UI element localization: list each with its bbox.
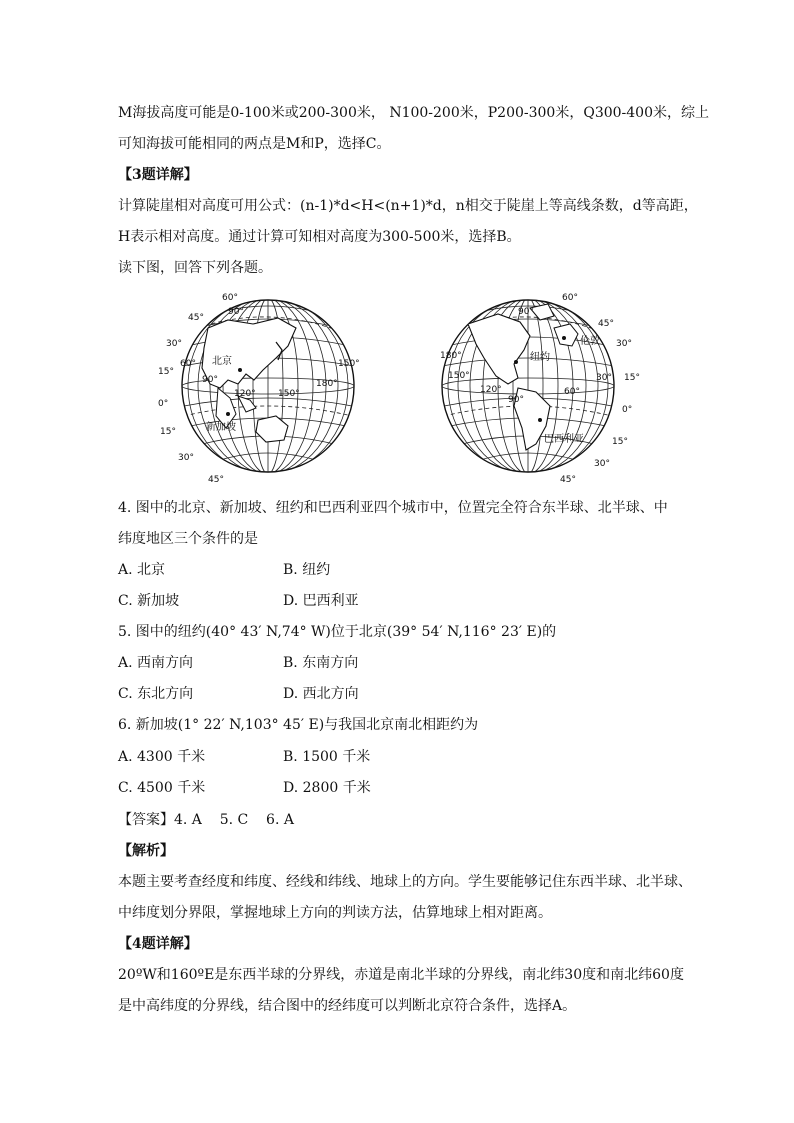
- lat-label: 45°: [598, 319, 614, 329]
- city-label: 伦敦: [580, 336, 600, 347]
- section-heading: 【解析】: [118, 843, 174, 859]
- option-b: B. 1500 千米: [283, 749, 371, 765]
- city-dot: [538, 418, 542, 422]
- lon-label: 90°: [228, 307, 244, 317]
- lon-label: 180°: [440, 351, 462, 361]
- right-globe: [440, 293, 640, 485]
- option-b: B. 纽约: [283, 562, 331, 578]
- option-c: C. 新加坡: [118, 593, 180, 609]
- lat-label: 15°: [160, 427, 176, 437]
- city-dot: [562, 336, 566, 340]
- lon-label: 90°: [518, 307, 534, 317]
- globes-figure: [158, 288, 638, 488]
- paragraph-line: 可知海拔可能相同的两点是M和P，选择C。: [118, 136, 391, 152]
- city-label: 巴西利亚: [544, 434, 584, 445]
- option-a: A. 北京: [118, 562, 166, 578]
- lon-label: 150°: [448, 371, 470, 381]
- question-stem: 6. 新加坡(1° 22′ N,103° 45′ E)与我国北京南北相距约为: [118, 717, 479, 733]
- lat-label: 0°: [158, 399, 169, 409]
- lon-label: 120°: [234, 389, 256, 399]
- paragraph-line: 计算陡崖相对高度可用公式：(n-1)*d<H<(n+1)*d，n相交于陡崖上等高线条数，d等高距，: [118, 198, 698, 214]
- option-d: D. 西北方向: [283, 686, 359, 702]
- paragraph-line: 读下图，回答下列各题。: [118, 260, 272, 276]
- option-c: C. 东北方向: [118, 686, 194, 702]
- option-a: A. 西南方向: [118, 655, 194, 671]
- answer-line: 【答案】4. A 5. C 6. A: [118, 812, 294, 828]
- option-d: D. 巴西利亚: [283, 593, 359, 609]
- lon-label: 90°: [508, 395, 524, 405]
- city-label: 北京: [212, 356, 232, 367]
- lon-label: 180°: [316, 379, 338, 389]
- option-c: C. 4500 千米: [118, 780, 206, 796]
- lon-label: 150°: [338, 359, 360, 369]
- lat-label: 30°: [594, 459, 610, 469]
- section-heading: 【4题详解】: [118, 936, 198, 952]
- city-label: 纽约: [530, 352, 550, 363]
- left-globe: [158, 293, 360, 485]
- lat-label: 30°: [178, 453, 194, 463]
- lon-label: 60°: [180, 359, 196, 369]
- question-stem: 5. 图中的纽约(40° 43′ N,74° W)位于北京(39° 54′ N,116° 23′ E)的: [118, 624, 557, 640]
- lat-label: 45°: [188, 313, 204, 323]
- question-stem: 纬度地区三个条件的是: [118, 531, 258, 547]
- lat-label: 0°: [622, 405, 633, 415]
- city-dot: [238, 368, 242, 372]
- lat-label: 30°: [616, 339, 632, 349]
- paragraph-line: 20ºW和160ºE是东西半球的分界线，赤道是南北半球的分界线，南北纬30度和南北纬60度: [118, 967, 684, 983]
- question-stem: 4. 图中的北京、新加坡、纽约和巴西利亚四个城市中，位置完全符合东半球、北半球、中: [118, 500, 668, 516]
- paragraph-line: 本题主要考查经度和纬度、经线和纬线、地球上的方向。学生要能够记住东西半球、北半球、: [118, 874, 692, 890]
- lat-label: 15°: [624, 373, 640, 383]
- option-a: A. 4300 千米: [118, 749, 206, 765]
- city-dot: [514, 360, 518, 364]
- globes-svg: [158, 288, 638, 488]
- lat-label: 15°: [612, 437, 628, 447]
- city-dot: [226, 412, 230, 416]
- paragraph-line: 是中高纬度的分界线，结合图中的经纬度可以判断北京符合条件，选择A。: [118, 998, 577, 1014]
- lon-label: 90°: [202, 375, 218, 385]
- section-heading: 【3题详解】: [118, 167, 198, 183]
- lon-label: 60°: [564, 387, 580, 397]
- option-d: D. 2800 千米: [283, 780, 371, 796]
- lat-label: 15°: [158, 367, 174, 377]
- lon-label: 120°: [480, 385, 502, 395]
- lat-label: 30°: [166, 339, 182, 349]
- option-b: B. 东南方向: [283, 655, 359, 671]
- lat-label: 60°: [562, 293, 578, 303]
- lon-label: 30°: [596, 373, 612, 383]
- lat-label: 45°: [560, 475, 576, 485]
- paragraph-line: M海拔高度可能是0-100米或200-300米， N100-200米，P200-300米，Q300-400米，综上: [118, 105, 709, 121]
- paragraph-line: 中纬度划分界限，掌握地球上方向的判读方法，估算地球上相对距离。: [118, 905, 552, 921]
- lon-label: 150°: [278, 389, 300, 399]
- lat-label: 60°: [222, 293, 238, 303]
- paragraph-line: H表示相对高度。通过计算可知相对高度为300-500米，选择B。: [118, 229, 521, 245]
- city-label: 新加坡: [206, 422, 236, 433]
- lat-label: 45°: [208, 475, 224, 485]
